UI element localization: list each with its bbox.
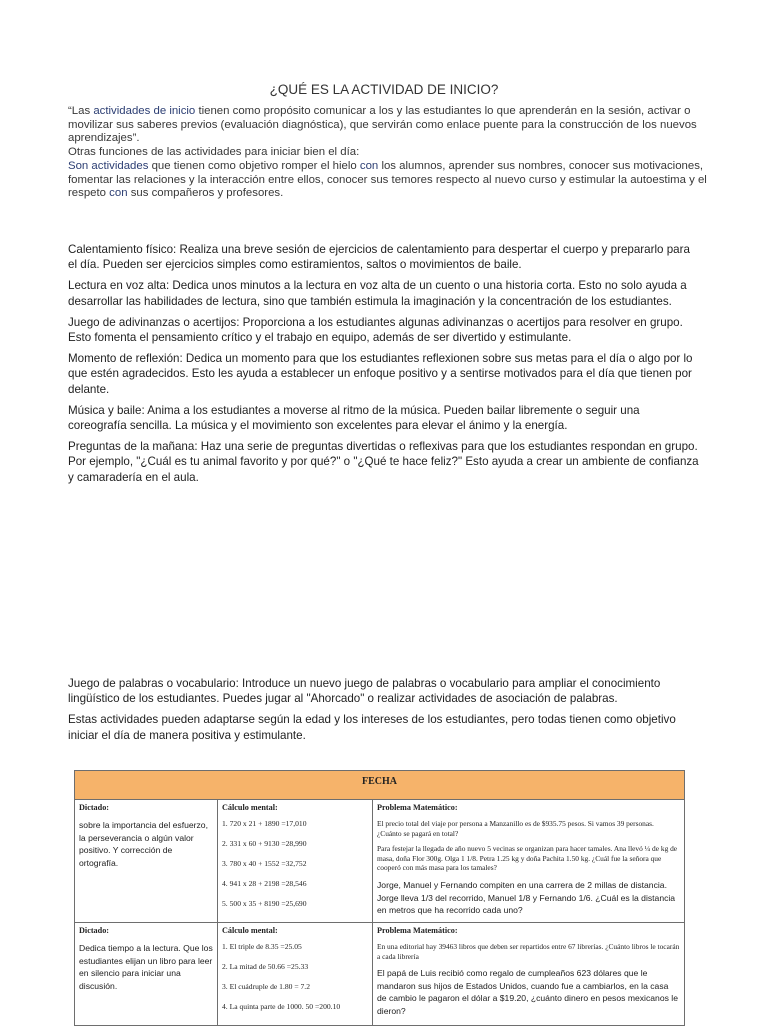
problema-label: Problema Matemático: [377, 803, 458, 812]
dictado-cell [75, 923, 218, 1026]
calculo-item: 1. El triple de 8.35 =25.05 [222, 942, 302, 951]
dictado-text: Dedica tiempo a la lectura. Que los estudiantes elijan un libro para leer en silencio para iniciar una discusión. [79, 943, 213, 991]
intro-son-highlight: Son actividades [68, 159, 149, 172]
fecha-header: FECHA [75, 771, 685, 800]
calculo-cell [218, 800, 373, 923]
intro-quote-open: “Las [68, 105, 94, 117]
calculo-item: 5. 500 x 35 + 8190 =25,690 [222, 899, 307, 908]
problema-text: El precio total del viaje por persona a Manzanillo es de $935.75 pesos. Si vamos 39 personas. ¿Cuánto se pagará en total? [377, 819, 654, 838]
intro-con-highlight-1: con [359, 159, 379, 172]
closing-paragraph: Estas actividades pueden adaptarse según la edad y los intereses de los estudiantes, pero todas tienen como objetivo iniciar el día de manera positiva y estimulante. [68, 713, 676, 742]
calculo-item: 1. 720 x 21 + 1890 =17,010 [222, 819, 307, 828]
dictado-cell [75, 800, 218, 923]
calculo-label: Cálculo mental: [222, 803, 278, 812]
problema-cell [373, 800, 685, 923]
calculo-item: 2. La mitad de 50.66 =25.33 [222, 962, 309, 971]
dictado-label: Dictado: [79, 803, 110, 812]
problema-cell [373, 923, 685, 1026]
intro-son-rest-1: que tienen como objetivo romper el hielo [148, 159, 360, 172]
activities-list-continued [68, 676, 700, 749]
intro-quote-rest: tienen como propósito comunicar a los y las estudiantes lo que aprenderán en la sesión, activar o movilizar sus saberes previos (evaluación diagnóstica), que servirán como enlace puente para la construcción de los nuevos aprendizajes”. [68, 105, 697, 145]
activity-paragraph: Momento de reflexión: Dedica un momento para que los estudiantes reflexionen sobre sus metas para el día o algo por lo que estén agradecidos. Esto les ayuda a establecer un enfoque positivo y a sentirse motivados para el día que tienen por delante. [68, 352, 693, 396]
problema-text: El papá de Luis recibió como regalo de cumpleaños 623 dólares que le mandaron sus hijos de Estados Unidos, cuando fue a cambiarlos, en la casa de cambio le pagaron el dólar a $19.20, ¿cuánto dinero en pesos mexicanos le dieron? [377, 968, 678, 1016]
activity-paragraph: Juego de adivinanzas o acertijos: Proporciona a los estudiantes algunas adivinanzas o acertijos para resolver en grupo. Esto fomenta el pensamiento crítico y el trabajo en equipo, además de ser divertido y estimulante. [68, 315, 683, 345]
intro-quote-highlight: actividades de inicio [93, 105, 196, 117]
calculo-cell [218, 923, 373, 1026]
table-row [75, 923, 685, 1026]
intro-con-highlight-2: con [109, 187, 128, 200]
problema-text: Para festejar la llegada de año nuevo 5 vecinas se organizan para hacer tamales. Ana llevó ¼ de kg de masa, doña Flor 300g. Olga 1 1/8. Petra 1.25 kg y doña Pachita 1.50 kg. ¿Cuál fue la señora que cooperó con más masa para los tamales? [377, 844, 678, 873]
dictado-label: Dictado: [79, 926, 110, 935]
calculo-label: Cálculo mental: [222, 926, 278, 935]
intro-son-actividades [68, 160, 708, 201]
page-title: ¿QUÉ ES LA ACTIVIDAD DE INICIO? [269, 82, 499, 97]
calculo-item: 3. El cuádruple de 1.80 = 7.2 [222, 982, 311, 991]
activity-paragraph: Música y baile: Anima a los estudiantes a moverse al ritmo de la música. Pueden bailar libremente o seguir una coreografía sencilla. La música y el movimiento son excelentes para elevar el ánimo y la energía. [68, 403, 640, 433]
table-header-row [75, 771, 685, 800]
activities-list [68, 242, 700, 491]
intro-other-functions: Otras funciones de las actividades para iniciar bien el día: [68, 146, 360, 159]
calculo-item: 4. 941 x 28 + 2198 =28,546 [222, 879, 307, 888]
activity-paragraph: Calentamiento físico: Realiza una breve sesión de ejercicios de calentamiento para despertar el cuerpo y prepararlo para el día. Pueden ser ejercicios simples como estiramientos, saltos o movimientos de baile. [68, 243, 690, 272]
dictado-text: sobre la importancia del esfuerzo, la perseverancia o algún valor positivo. Y corrección de ortografía. [79, 820, 208, 868]
activity-paragraph: Lectura en voz alta: Dedica unos minutos a la lectura en voz alta de un cuento o una historia corta. Esto no solo ayuda a desarrollar las habilidades de lectura, sino que también estimula la imaginación y la concentración de los estudiantes. [68, 279, 687, 308]
activity-paragraph: Preguntas de la mañana: Haz una serie de preguntas divertidas o reflexivas para que los estudiantes respondan en grupo. Por ejemplo, "¿Cuál es tu animal favorito y por qué?" o "¿Qué te hace feliz?" Esto ayuda a crear un ambiente de confianza y camaradería en el aula. [68, 440, 699, 484]
table-row [75, 800, 685, 923]
calculo-item: 3. 780 x 40 + 1552 =32,752 [222, 859, 307, 868]
problema-label: Problema Matemático: [377, 926, 458, 935]
daily-schedule-table [74, 770, 685, 1026]
activity-paragraph: Juego de palabras o vocabulario: Introduce un nuevo juego de palabras o vocabulario para ampliar el conocimiento lingüístico de los estudiantes. Puedes jugar al "Ahorcado" o realizar actividades de asociación de palabras. [68, 677, 661, 706]
calculo-item: 2. 331 x 60 + 9130 =28,990 [222, 839, 307, 848]
intro-son-rest-3: sus compañeros y profesores. [127, 187, 284, 200]
problema-text: En una editorial hay 39463 libros que deben ser repartidos entre 67 librerías. ¿Cuánto libros le tocarán a cada librería [377, 942, 680, 961]
intro-quote [68, 105, 708, 146]
calculo-item: 4. La quinta parte de 1000. 50 =200.10 [222, 1002, 341, 1011]
problema-text: Jorge, Manuel y Fernando compiten en una carrera de 2 millas de distancia. Jorge lleva 1/3 del recorrido, Manuel 1/8 y Fernando 1/6. ¿Cuál es la distancia en metros que ha recorrido cada uno? [377, 879, 676, 916]
intro-son-rest-2: los alumnos, aprender sus nombres, conocer sus motivaciones, fomentar las relaciones y la interacción entre ellos, conocer sus temores respecto al nuevo curso y estimular la autoestima y el respeto [68, 159, 707, 200]
intro-block [68, 105, 708, 201]
